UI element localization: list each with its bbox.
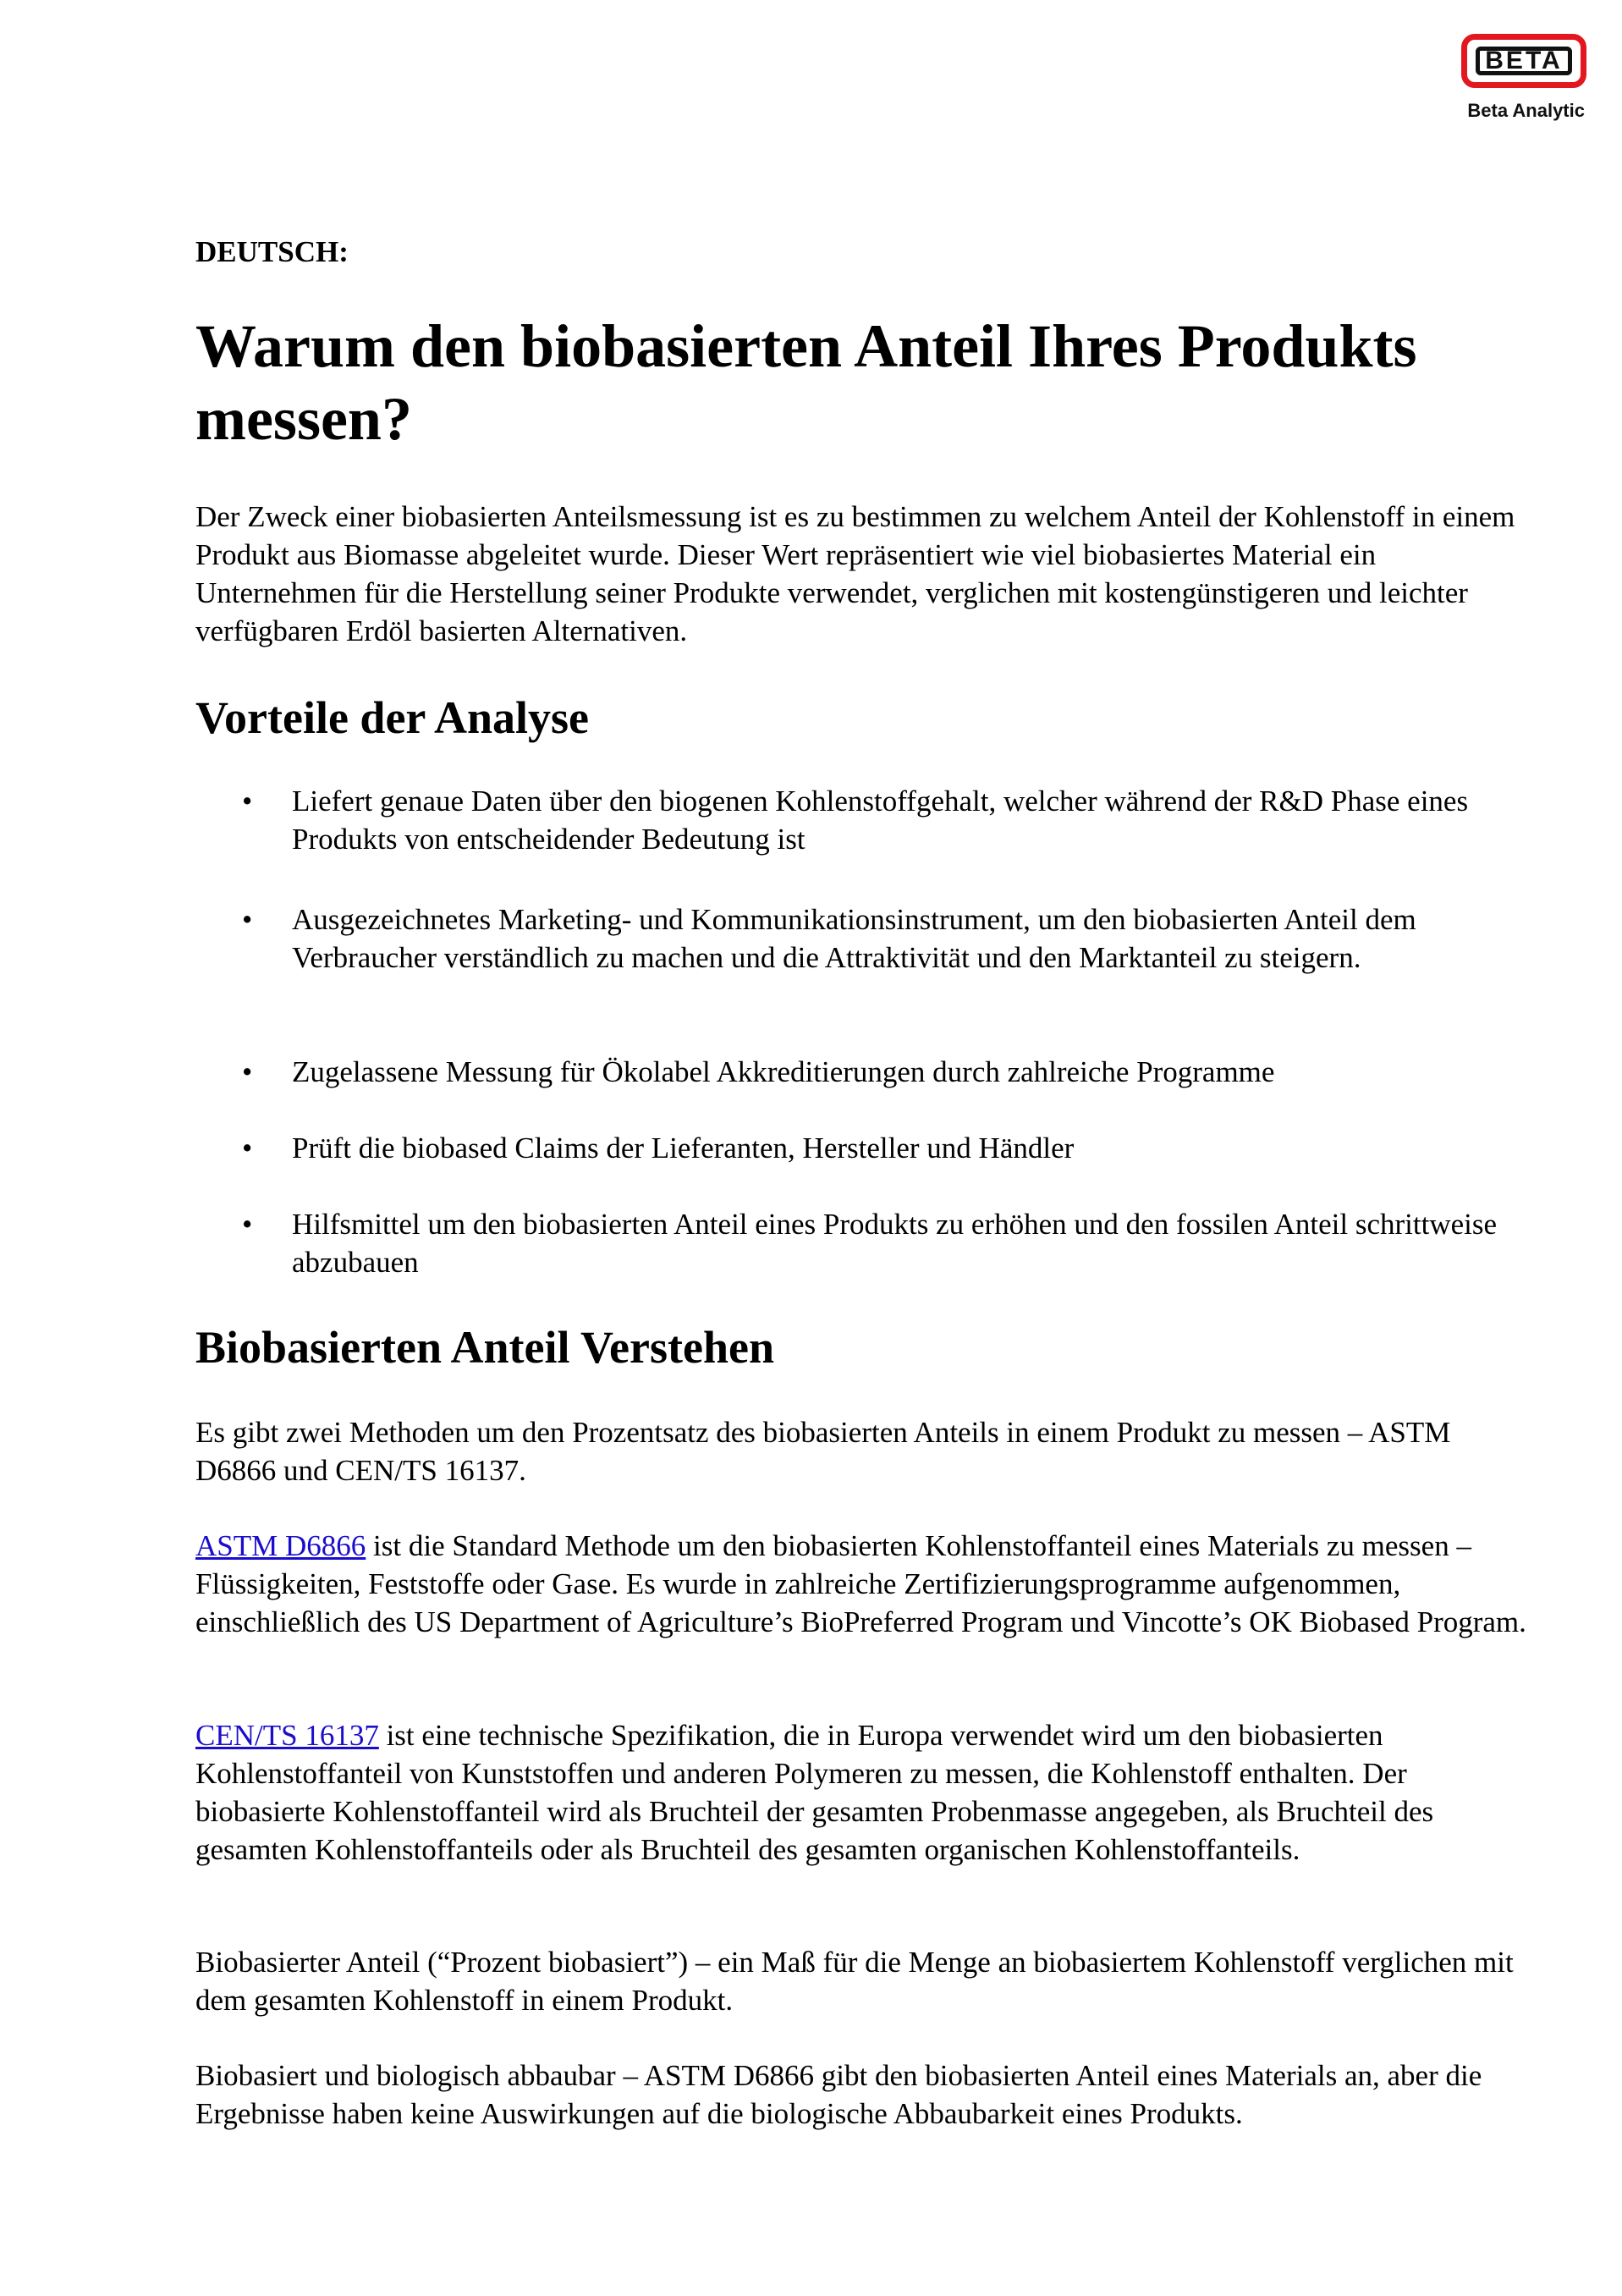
logo-wordmark: BETA bbox=[1476, 47, 1572, 75]
list-item bbox=[195, 1129, 1532, 1167]
benefits-heading: Vorteile der Analyse bbox=[195, 692, 589, 743]
list-item-text: Hilfsmittel um den biobasierten Anteil eines Produkts zu erhöhen und den fossilen Anteil schrittweise abzubauen bbox=[292, 1208, 1498, 1279]
astm-d6866-link[interactable]: ASTM D6866 bbox=[195, 1529, 366, 1562]
list-item-text: Zugelassene Messung für Ökolabel Akkreditierungen durch zahlreiche Programme bbox=[292, 1055, 1275, 1088]
list-item-text: Ausgezeichnetes Marketing- und Kommunikationsinstrument, um den biobasierten Anteil dem Verbraucher verständlich zu machen und die Attraktivität und den Marktanteil zu steigern. bbox=[292, 903, 1416, 974]
list-item bbox=[195, 782, 1532, 858]
cen-description: ist eine technische Spezifikation, die in Europa verwendet wird um den biobasierten Kohlenstoffanteil von Kunststoffen und anderen Polymeren zu messen, die Kohlenstoff enthalten. Der biobasierte Kohlenstoffanteil wird als Bruchteil der gesamten Probenmasse angegeben, als Bruchteil des gesamten Kohlenstoffanteils oder als Bruchteil des gesamten organischen Kohlenstoffanteils. bbox=[195, 1719, 1434, 1866]
understanding-heading: Biobasierten Anteil Verstehen bbox=[195, 1322, 774, 1373]
bullet-icon: • bbox=[242, 1055, 253, 1088]
logo-caption: Beta Analytic bbox=[1467, 100, 1585, 121]
biodegradable-paragraph: Biobasiert und biologisch abbaubar – ASTM D6866 gibt den biobasierten Anteil eines Materials an, aber die Ergebnisse haben keine Auswirkungen auf die biologische Abbaubarkeit eines Produkts. bbox=[195, 2059, 1482, 2130]
bullet-icon: • bbox=[242, 785, 253, 818]
methods-paragraph: Es gibt zwei Methoden um den Prozentsatz des biobasierten Anteils in einem Produkt zu messen – ASTM D6866 und CEN/TS 16137. bbox=[195, 1416, 1451, 1487]
list-item-text: Prüft die biobased Claims der Lieferanten, Hersteller und Händler bbox=[292, 1131, 1075, 1165]
bullet-icon: • bbox=[242, 903, 253, 936]
language-label: DEUTSCH: bbox=[195, 235, 349, 268]
intro-paragraph: Der Zweck einer biobasierten Anteilsmessung ist es zu bestimmen zu welchem Anteil der Kohlenstoff in einem Produkt aus Biomasse abgeleitet wurde. Dieser Wert repräsentiert wie viel biobasiertes Material ein Unternehmen für die Herstellung seiner Produkte verwendet, verglichen mit kostengünstigeren und leichter verfügbaren Erdöl basierten Alternativen. bbox=[195, 500, 1515, 647]
list-item bbox=[195, 900, 1532, 977]
bullet-icon: • bbox=[242, 1131, 253, 1165]
list-item bbox=[195, 1053, 1532, 1091]
cen-paragraph bbox=[195, 1716, 1532, 1869]
list-item-text: Liefert genaue Daten über den biogenen Kohlenstoffgehalt, welcher während der R&D Phase eines Produkts von entscheidender Bedeutung ist bbox=[292, 785, 1469, 856]
biobased-content-paragraph: Biobasierter Anteil (“Prozent biobasiert”) – ein Maß für die Menge an biobasiertem Kohlenstoff verglichen mit dem gesamten Kohlenstoff in einem Produkt. bbox=[195, 1946, 1514, 2017]
cen-ts-16137-link[interactable]: CEN/TS 16137 bbox=[195, 1719, 379, 1752]
list-item bbox=[195, 1205, 1532, 1281]
astm-paragraph bbox=[195, 1527, 1532, 1641]
page-title: Warum den biobasierten Anteil Ihres Produkts messen? bbox=[195, 312, 1417, 453]
logo-badge bbox=[1461, 34, 1586, 88]
beta-analytic-logo bbox=[1451, 34, 1586, 127]
astm-description: ist die Standard Methode um den biobasierten Kohlenstoffanteil eines Materials zu messen – Flüssigkeiten, Feststoffe oder Gase. Es wurde in zahlreiche Zertifizierungsprogramme aufgenommen, einschließlich des US Department of Agriculture’s BioPreferred Program und Vincotte’s OK Biobased Program. bbox=[195, 1529, 1526, 1638]
bullet-icon: • bbox=[242, 1208, 253, 1241]
